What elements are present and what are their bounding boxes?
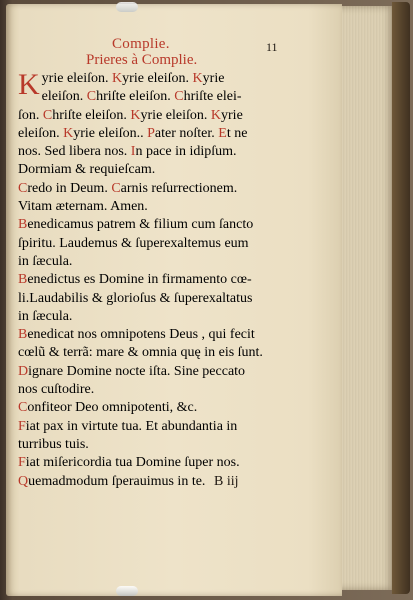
text-run: in ſæcula.	[18, 308, 73, 324]
text-run: hriſte eleiſon.	[52, 107, 131, 123]
rubric-initial: F	[18, 455, 26, 471]
rubric-initial: C	[42, 107, 53, 123]
text-run: in ſæcula.	[18, 253, 73, 269]
text-line	[18, 326, 280, 344]
text-run: eleiſon.	[18, 125, 64, 141]
text-run: redo in Deum.	[27, 180, 112, 196]
rubric-initial: B	[18, 327, 28, 343]
text-run: hriſte elei-	[183, 89, 242, 105]
rubric-initial: K	[210, 107, 222, 123]
text-line	[18, 235, 280, 253]
text-line	[18, 436, 280, 454]
text-run: iat pax in virtute tua. Et abundantia in	[25, 418, 238, 434]
text-run: yrie eleiſon..	[73, 125, 148, 141]
text-line	[18, 308, 280, 326]
rubric-initial: D	[18, 363, 29, 379]
rubric-initial: C	[18, 180, 28, 196]
text-line	[18, 290, 280, 308]
folio-number: 11	[266, 40, 278, 54]
text-run: nos cuſtodire.	[18, 382, 95, 398]
text-run: uemadmodum ſperauimus in te.	[28, 473, 206, 489]
text-run: enedictus es Domine in firmamento cœ-	[27, 272, 252, 288]
rubric-initial: K	[130, 107, 141, 123]
running-head: Complie.	[112, 36, 170, 52]
text-line	[18, 216, 280, 234]
drop-initial: K	[18, 68, 40, 101]
rubric-initial: E	[218, 125, 227, 141]
text-line	[18, 381, 280, 399]
rubric-initial: P	[147, 125, 155, 141]
text-run: ſpiritu. Laudemus & ſuperexaltemus eum	[18, 235, 249, 251]
text-run: Vitam æternam. Amen.	[18, 199, 148, 215]
rubric-initial: C	[18, 400, 28, 416]
text-run: hriſte eleiſon.	[96, 89, 175, 105]
text-run: eleiſon.	[41, 89, 87, 105]
text-run: yrie eleiſon.	[122, 71, 193, 86]
page-clip-top	[116, 2, 138, 12]
text-run: ater noſter.	[154, 125, 219, 141]
text-run: yrie	[202, 71, 225, 86]
text-line	[18, 344, 280, 362]
section-heading: Prieres à Complie.	[86, 52, 198, 68]
rubric-initial: K	[192, 71, 203, 86]
signature-mark: B iij	[214, 474, 239, 489]
text-run: ſon.	[18, 107, 43, 123]
text-line	[18, 418, 280, 436]
text-run: onfiteor Deo omnipotenti, &c.	[27, 400, 198, 416]
text-run: ignare Domine nocte iſta. Sine peccato	[28, 363, 246, 379]
text-run: turribus tuis.	[18, 436, 89, 452]
text-run: enedicat nos omnipotens Deus , qui fecit	[27, 327, 255, 343]
text-run: arnis reſurrectionem.	[120, 180, 238, 196]
text-run: Dormiam & requieſcam.	[18, 162, 156, 178]
text-line	[18, 198, 280, 216]
text-line	[18, 125, 280, 143]
rubric-initial: B	[18, 272, 28, 288]
rubric-initial: I	[130, 144, 136, 160]
text-line	[18, 88, 280, 106]
text-line	[18, 161, 280, 179]
rubric-initial: Q	[18, 473, 29, 489]
text-run: li.Laudabilis & glorioſus & ſuperexaltatus	[18, 290, 253, 306]
text-run: yrie eleiſon.	[41, 71, 113, 86]
text-line	[18, 399, 280, 417]
rubric-initial: C	[174, 89, 184, 105]
prayer-text	[18, 70, 280, 491]
text-line	[18, 253, 280, 271]
text-line	[18, 180, 280, 198]
text-run: enedicamus patrem & filium cum ſancto	[27, 217, 254, 233]
text-line	[18, 363, 280, 381]
rubric-initial: F	[18, 418, 26, 434]
text-run: t ne	[226, 125, 248, 141]
text-run: yrie	[221, 107, 243, 123]
book-cover	[392, 2, 410, 594]
text-line	[18, 143, 280, 161]
text-run: nos. Sed libera nos.	[18, 144, 131, 160]
rubric-initial: B	[18, 217, 28, 233]
rubric-initial: K	[112, 71, 123, 86]
text-run: n pace in idipſum.	[135, 144, 237, 160]
text-run: cœlũ & terrã: mare & omnia quę in eis ſunt.	[18, 345, 263, 361]
text-line	[18, 473, 280, 491]
text-line	[18, 454, 280, 472]
rubric-initial: C	[86, 89, 97, 105]
rubric-initial: K	[63, 125, 74, 141]
text-line	[18, 271, 280, 289]
text-run: yrie eleiſon.	[140, 107, 211, 123]
page-clip-bottom	[116, 586, 138, 596]
rubric-initial: C	[111, 180, 121, 196]
text-line	[18, 107, 280, 125]
text-run: iat miſericordia tua Domine ſuper nos.	[25, 455, 240, 471]
